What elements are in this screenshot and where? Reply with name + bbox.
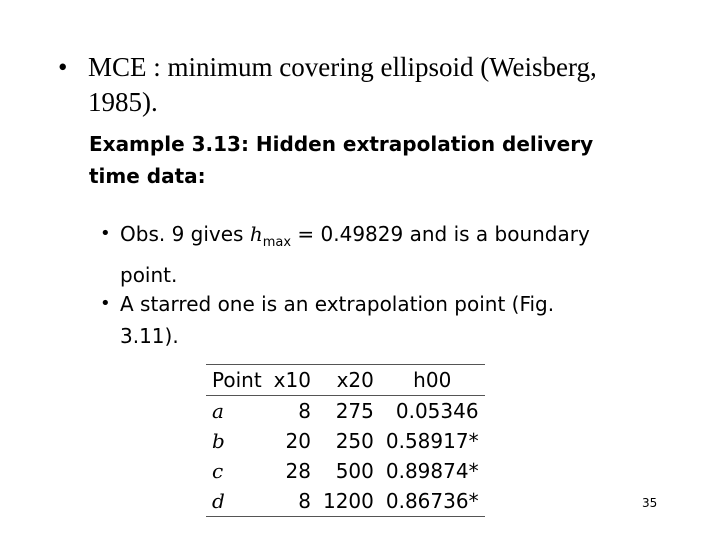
cell-point: c xyxy=(212,459,224,483)
sub-bullet-text xyxy=(120,218,600,291)
cell-x20: 250 xyxy=(335,429,374,453)
table-row xyxy=(206,426,485,456)
sub-bullet-text: A starred one is an extrapolation point (Fig. 3.11). xyxy=(120,292,555,348)
cell-x10: 8 xyxy=(298,489,311,513)
bullet-icon: • xyxy=(100,293,111,314)
header-x20: x20 xyxy=(317,365,380,396)
cell-h00: 0.58917* xyxy=(385,429,479,453)
cell-h00: 0.89874* xyxy=(385,459,479,483)
table-row xyxy=(206,456,485,486)
cell-h00: 0.86736* xyxy=(385,489,479,513)
math-subscript: max xyxy=(262,235,292,250)
cell-x20: 500 xyxy=(335,459,374,483)
bullet-icon: • xyxy=(58,52,68,82)
cell-x10: 28 xyxy=(285,459,311,483)
table-header-row xyxy=(206,365,485,396)
data-table xyxy=(206,364,485,517)
intro-bullet xyxy=(58,50,658,120)
cell-h00: 0.05346 xyxy=(395,399,479,423)
cell-x10: 20 xyxy=(285,429,311,453)
cell-x20: 275 xyxy=(335,399,374,423)
cell-point: b xyxy=(212,429,225,453)
sub-bullet-starred xyxy=(100,288,600,352)
sub-bullet-suffix: = 0.49829 and is a boundary point. xyxy=(120,222,590,287)
intro-text: MCE : minimum covering ellipsoid (Weisberg, 1985). xyxy=(88,52,597,117)
header-point: Point xyxy=(206,365,268,396)
bullet-icon: • xyxy=(100,223,111,244)
header-h00: h00 xyxy=(380,365,485,396)
cell-point: a xyxy=(212,399,224,423)
cell-point: d xyxy=(212,489,225,513)
cell-x10: 8 xyxy=(298,399,311,423)
header-x10: x10 xyxy=(268,365,317,396)
table-row xyxy=(206,396,485,427)
sub-bullet-prefix: Obs. 9 gives xyxy=(120,222,250,246)
example-title: Example 3.13: Hidden extrapolation delivery time data: xyxy=(89,132,594,188)
table-row xyxy=(206,486,485,517)
page-number: 35 xyxy=(642,496,658,510)
math-variable: h xyxy=(249,222,263,246)
sub-bullet-obs9 xyxy=(100,218,600,291)
cell-x20: 1200 xyxy=(322,489,374,513)
